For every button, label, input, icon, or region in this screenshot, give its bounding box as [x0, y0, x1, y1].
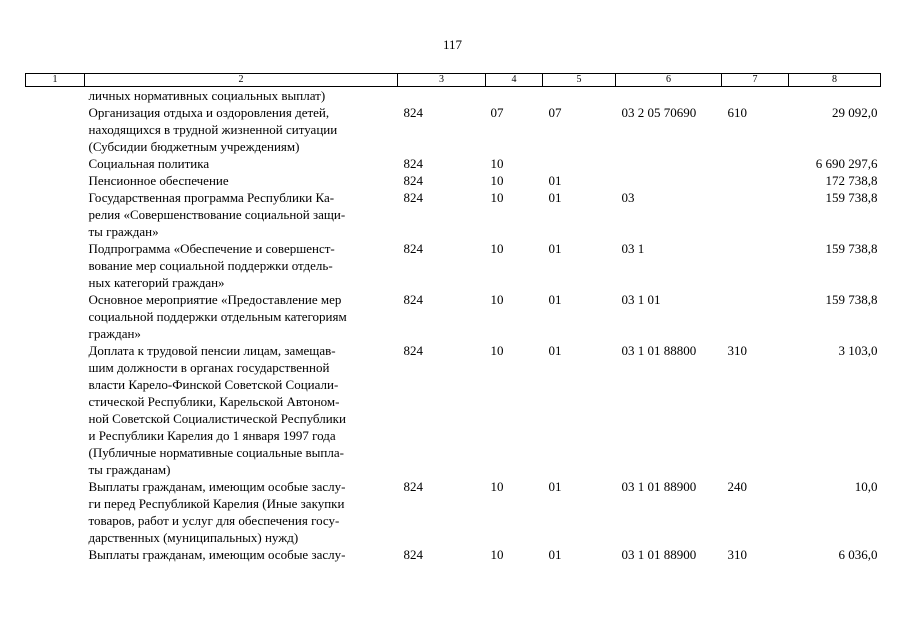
row-name: Государственная программа Республики Ка- релия «Совершенствование социальной защи- ты граждан»: [88, 190, 346, 239]
table-header: [26, 74, 881, 87]
row-subsection: [543, 87, 616, 105]
row-subsection: 07: [548, 105, 562, 120]
header-col-8: 8: [789, 74, 881, 87]
table-row: [26, 172, 881, 189]
header-col-2: 2: [85, 74, 398, 87]
row-section: 10: [490, 479, 504, 494]
row-subsection: 01: [548, 343, 562, 358]
row-subsection: 01: [548, 173, 562, 188]
table-body: [26, 87, 881, 564]
row-section: 10: [490, 241, 504, 256]
row-amount: 6 036,0: [838, 547, 878, 562]
row-expense-type: 610: [727, 105, 747, 120]
row-name: Социальная политика: [88, 156, 210, 171]
row-subsection: 01: [548, 479, 562, 494]
row-name: Организация отдыха и оздоровления детей, находящихся в трудной жизненной ситуации (Субсидии бюджетным учреждениям): [88, 105, 338, 154]
row-target-code: 03 1 01 88800: [621, 343, 697, 358]
row-section: 10: [490, 173, 504, 188]
header-col-4: 4: [486, 74, 543, 87]
row-subsection: 01: [548, 292, 562, 307]
row-amount: 159 738,8: [825, 190, 878, 205]
row-amount: 3 103,0: [838, 343, 878, 358]
row-ministry-code: 824: [403, 292, 423, 307]
row-expense-type: 310: [727, 547, 747, 562]
row-expense-type: 240: [727, 479, 747, 494]
row-subsection: 01: [548, 241, 562, 256]
row-ministry-code: 824: [403, 547, 423, 562]
table-row: [26, 155, 881, 172]
header-col-7: 7: [722, 74, 789, 87]
header-row: [26, 74, 881, 87]
row-name: Пенсионное обеспечение: [88, 173, 229, 188]
row-ministry-code: 824: [403, 190, 423, 205]
row-target-code: 03: [621, 190, 635, 205]
row-amount: 10,0: [854, 479, 878, 494]
row-target-code: 03 1 01: [621, 292, 661, 307]
row-target-code: [616, 172, 722, 189]
row-ministry-code: 824: [403, 479, 423, 494]
table-row: [26, 240, 881, 291]
table-row: [26, 342, 881, 478]
row-amount: 159 738,8: [825, 292, 878, 307]
row-section: 10: [490, 547, 504, 562]
table-row: [26, 478, 881, 546]
row-ministry-code: 824: [403, 105, 423, 120]
page-number: 117: [442, 37, 463, 52]
row-subsection: 01: [548, 190, 562, 205]
row-target-code: 03 1: [621, 241, 645, 256]
row-expense-type: [722, 189, 789, 240]
row-expense-type: 310: [727, 343, 747, 358]
row-section: 10: [490, 292, 504, 307]
row-amount: 6 690 297,6: [815, 156, 878, 171]
row-ministry-code: 824: [403, 173, 423, 188]
budget-table: [25, 73, 881, 563]
row-amount: 172 738,8: [825, 173, 878, 188]
row-name: Подпрограмма «Обеспечение и совершенст- вование мер социальной поддержки отдель- ных категорий граждан»: [88, 241, 335, 290]
table-row: [26, 87, 881, 105]
table-row: [26, 189, 881, 240]
header-col-5: 5: [543, 74, 616, 87]
row-ministry-code: 824: [403, 241, 423, 256]
row-target-code: [616, 87, 722, 105]
row-target-code: 03 1 01 88900: [621, 479, 697, 494]
row-name: личных нормативных социальных выплат): [88, 88, 326, 103]
row-expense-type: [722, 87, 789, 105]
row-expense-type: [722, 291, 789, 342]
header-col-1: 1: [26, 74, 85, 87]
row-target-code: 03 2 05 70690: [621, 105, 697, 120]
row-ministry-code: [398, 87, 486, 105]
header-col-6: 6: [616, 74, 722, 87]
table-row: [26, 291, 881, 342]
row-name: Выплаты гражданам, имеющим особые заслу-: [88, 547, 346, 562]
table-row: [26, 104, 881, 155]
row-name: Выплаты гражданам, имеющим особые заслу- ги перед Республикой Карелия (Иные закупки товаров, работ и услуг для обеспечения госу- дарственных (муниципальных) нужд): [88, 479, 346, 545]
row-expense-type: [722, 155, 789, 172]
row-amount: 29 092,0: [832, 105, 878, 120]
row-amount: 159 738,8: [825, 241, 878, 256]
row-name: Доплата к трудовой пенсии лицам, замещав- шим должности в органах государственной власти Карело-Финской Советской Социали- стической Республики, Карельской Автоном- ной Советской Социалистической Республики и Республики Карелия до 1 января 1997 года (Публичные нормативные социальные выпла- ты гражданам): [88, 343, 346, 477]
row-section: 10: [490, 190, 504, 205]
row-subsection: 01: [548, 547, 562, 562]
row-ministry-code: 824: [403, 156, 423, 171]
row-section: 10: [490, 156, 504, 171]
row-name: Основное мероприятие «Предоставление мер социальной поддержки отдельным категориям граждан»: [88, 292, 347, 341]
row-expense-type: [722, 240, 789, 291]
row-amount: [789, 87, 881, 105]
row-expense-type: [722, 172, 789, 189]
row-section: 10: [490, 343, 504, 358]
row-target-code: [616, 155, 722, 172]
row-section: [486, 87, 543, 105]
row-target-code: 03 1 01 88900: [621, 547, 697, 562]
row-section: 07: [490, 105, 504, 120]
header-col-3: 3: [398, 74, 486, 87]
table-row: [26, 546, 881, 563]
row-ministry-code: 824: [403, 343, 423, 358]
row-subsection: [543, 155, 616, 172]
